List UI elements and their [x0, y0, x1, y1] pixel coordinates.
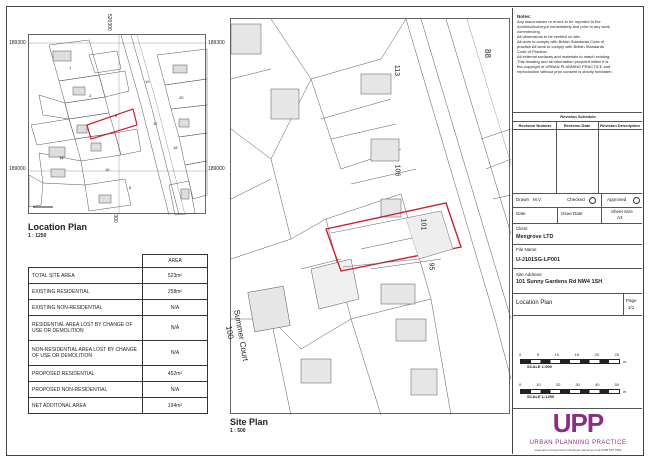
area-row-value: N/A — [143, 316, 208, 341]
scale-tick: 25 — [614, 352, 619, 357]
loc-label-1: 1 — [69, 65, 72, 70]
scale-bar-1250 — [519, 382, 631, 400]
area-row-label: EXISTING NON-RESIDENTIAL — [29, 300, 143, 316]
location-plan-scale: 1 : 1250 — [28, 233, 47, 239]
file-name-value: U-J101SG-LP001 — [516, 257, 561, 263]
notes-heading: Notes: — [517, 14, 532, 19]
site-label-106: 106 — [393, 164, 401, 177]
loc-label-5: 5 — [129, 185, 132, 190]
site-label-summer-court: Summer Court — [232, 309, 251, 362]
note-line: the copyright of URBAN PLANNING PRACTICE and — [517, 64, 611, 69]
company-contact: www.upp.com/ypnuorch info@upp-planning.co.uk 0208 150 7994 — [534, 448, 622, 452]
table-row — [29, 341, 208, 366]
site-plan-scale: 1 : 500 — [230, 428, 246, 434]
coord-bottom-right: 189000 — [208, 166, 225, 172]
client-label: Client — [516, 226, 528, 231]
sheet-size-value: A3 — [617, 215, 623, 220]
scale-tick: 5 — [536, 352, 539, 357]
rev-col-number: Revision Number — [518, 123, 552, 128]
site-address-label: Site Address: — [516, 272, 543, 277]
scale-tick: 50 — [614, 382, 619, 387]
area-row-value: N/A — [143, 341, 208, 366]
note-line: All dimensions to be verified on site. — [517, 34, 581, 39]
scale-tick: 40 — [594, 382, 600, 387]
note-line: Code of Practice. — [517, 49, 548, 54]
revision-schedule-heading: Revision Schedule — [560, 114, 596, 119]
drawn-value: M.V. — [533, 197, 542, 202]
area-row-label: NET ADDITONAL AREA — [29, 398, 143, 414]
loc-label-8: 8 — [115, 113, 118, 118]
area-table-corner — [29, 255, 143, 268]
note-line: Any inaccuracies or errors to be reported to the — [517, 19, 601, 24]
note-line: All work to comply with British Standards Code of — [517, 39, 605, 44]
scale-tick: 10 — [554, 352, 559, 357]
site-plan-title: Site Plan — [230, 417, 269, 427]
loc-label-3: 3 — [89, 93, 92, 98]
area-row-label: TOTAL SITE AREA — [29, 268, 143, 284]
drawing-title: Location Plan — [516, 300, 553, 306]
area-row-label: RESIDENTIAL AREA LOST BY CHANGE OF USE OR DEMOLITION — [29, 316, 143, 341]
checked-label: Checked — [567, 197, 585, 202]
site-address-value: 101 Sunny Gardens Rd NW4 1SH — [516, 279, 603, 285]
rev-col-description: Revision Description — [600, 123, 640, 128]
file-name-label: File Name — [516, 247, 537, 252]
area-row-value: 194m² — [143, 398, 208, 414]
area-row-value: 258m² — [143, 284, 208, 300]
area-row-value: N/A — [143, 300, 208, 316]
drawn-label: Drawn — [516, 197, 530, 202]
notes-block — [517, 14, 639, 74]
loc-label-16: 16 — [105, 167, 110, 172]
coord-bottom-left: 189000 — [9, 166, 26, 172]
scale-tick: 20 — [555, 382, 561, 387]
upp-logo: UPP — [552, 408, 604, 438]
site-map-drawing — [231, 19, 511, 415]
note-line: reproduction without prior consent is strictly forbidden. — [517, 69, 613, 74]
coord-top-x: 520300 — [106, 14, 112, 31]
coord-top-right: 189300 — [208, 40, 225, 46]
scale-label: SCALE 1:1250 — [527, 394, 555, 399]
note-line: Architect/surveyor immediately and prior to any work — [517, 24, 610, 29]
page-label: Page — [626, 298, 637, 303]
table-row — [29, 398, 208, 414]
note-line: All external surfaces and materials to match existing. — [517, 54, 611, 59]
loc-label-14: 14 — [59, 155, 64, 160]
area-table — [28, 254, 208, 414]
scale-tick: 30 — [575, 382, 580, 387]
loc-label-20: 20 — [179, 95, 184, 100]
note-line: commencing. — [517, 29, 541, 34]
approved-label: Approved — [607, 197, 627, 202]
location-map-drawing — [29, 35, 207, 215]
table-row — [29, 366, 208, 382]
site-label-101: 101 — [419, 218, 427, 231]
scale-tick: 0 — [519, 382, 522, 387]
area-row-label: PROPOSED RESIDENTIAL — [29, 366, 143, 382]
location-site-boundary — [87, 109, 137, 139]
table-row — [29, 268, 208, 284]
loc-label-18: 18 — [173, 145, 178, 150]
site-label-113: 113 — [393, 64, 401, 77]
scale-bar-500 — [519, 352, 631, 370]
company-name: URBAN PLANNING PRACTICE — [529, 440, 627, 446]
area-row-label: PROPOSED NON-RESIDENTIAL — [29, 382, 143, 398]
area-row-label: NON-RESIDENTIAL AREA LOST BY CHANGE OF USE OR DEMOLITION — [29, 341, 143, 366]
scale-unit: m — [623, 389, 627, 394]
location-plan-map — [28, 34, 206, 214]
issue-date-label: Issue Date — [561, 211, 583, 216]
table-row — [29, 300, 208, 316]
table-row — [29, 316, 208, 341]
scale-tick: 0 — [519, 352, 522, 357]
scale-unit: m — [623, 359, 627, 364]
table-row — [29, 284, 208, 300]
location-plan-title: Location Plan — [28, 222, 88, 232]
scale-tick: 10 — [536, 382, 541, 387]
note-line: practice All work to comply with British Standards — [517, 44, 604, 49]
area-table-header: AREA — [143, 255, 208, 268]
area-row-value: N/A — [143, 382, 208, 398]
checked-radio — [589, 197, 596, 204]
note-line: This drawing and all information provided within it is — [517, 59, 609, 64]
rev-col-date: Revision Date — [563, 123, 591, 128]
table-row — [29, 382, 208, 398]
area-row-value: 523m² — [143, 268, 208, 284]
scale-tick: 15 — [574, 352, 579, 357]
client-value: Mexgrove LTD — [516, 234, 554, 240]
loc-label-12: 12 — [153, 121, 158, 126]
title-block — [512, 8, 642, 454]
area-row-value: 452m² — [143, 366, 208, 382]
date-label: Date — [516, 211, 526, 216]
loc-label-10: 10 — [145, 79, 150, 84]
sheet-size-label: Sheet Size — [611, 209, 633, 214]
coord-top-left: 189300 — [9, 40, 26, 46]
site-plan-map — [224, 18, 510, 414]
scale-label: SCALE 1:500 — [527, 364, 552, 369]
site-label-88: 88 — [482, 49, 492, 58]
site-label-100: 100 — [224, 325, 236, 340]
page-value: 1/1 — [628, 305, 635, 310]
area-row-label: EXISTING RESIDENTIAL — [29, 284, 143, 300]
approved-radio — [633, 197, 640, 204]
site-label-95: 95 — [427, 262, 435, 271]
scale-tick: 20 — [594, 352, 599, 357]
